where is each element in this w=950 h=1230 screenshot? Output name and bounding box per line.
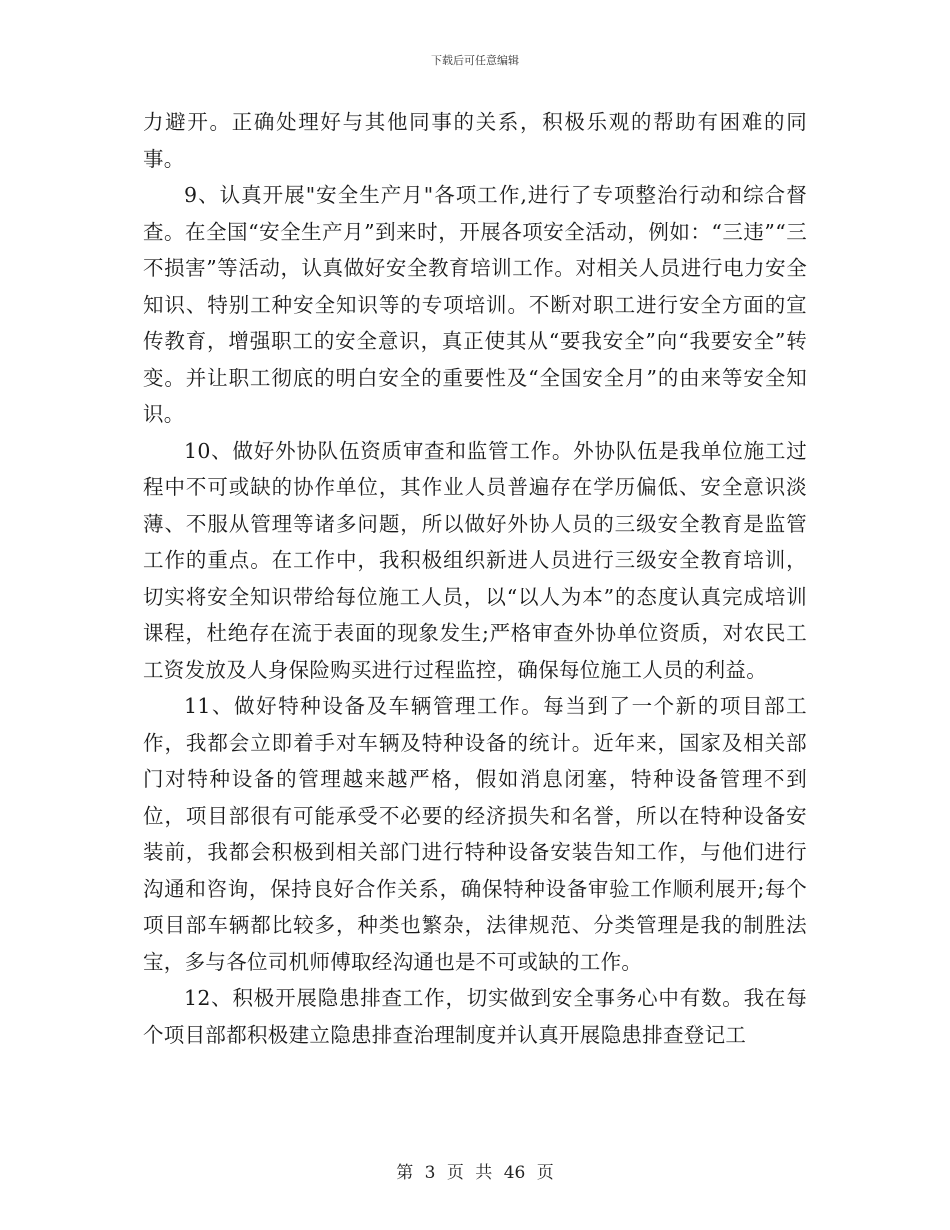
page-header: 下载后可任意编辑 (431, 54, 519, 67)
paragraph-item-11: 11、做好特种设备及车辆管理工作。每当到了一个新的项目部工作，我都会立即着手对车辆及特种设备的统计。近年来，国家及相关部门对特种设备的管理越来越严格，假如消息闭塞，特种设备管理不到位，项目部很有可能承受不必要的经济损失和名誉，所以在特种设备安装前，我都会积极到相关部门进行特种设备安装告知工作，与他们进行沟通和咨询，保持良好合作关系，确保特种设备审验工作顺利展开;每个项目部车辆都比较多，种类也繁杂，法律规范、分类管理是我的制胜法宝，多与各位司机师傅取经沟通也是不可或缺的工作。 (143, 694, 807, 974)
paragraph-item-9: 9、认真开展"安全生产月"各项工作,进行了专项整治行动和综合督查。在全国“安全生产月”到来时，开展各项安全活动，例如：“三违”“三不损害”等活动，认真做好安全教育培训工作。对相关人员进行电力安全知识、特别工种安全知识等的专项培训。不断对职工进行安全方面的宣传教育，增强职工的安全意识，真正使其从“要我安全”向“我要安全”转变。并让职工彻底的明白安全的重要性及“全国安全月”的由来等安全知识。 (143, 183, 807, 426)
document-body (143, 104, 807, 1053)
paragraph-item-10: 10、做好外协队伍资质审查和监管工作。外协队伍是我单位施工过程中不可或缺的协作单位，其作业人员普遍存在学历偏低、安全意识淡薄、不服从管理等诸多问题，所以做好外协人员的三级安全教育是监管工作的重点。在工作中，我积极组织新进人员进行三级安全教育培训，切实将安全知识带给每位施工人员，以“以人为本”的态度认真完成培训课程，杜绝存在流于表面的现象发生;严格审查外协单位资质，对农民工工资发放及人身保险购买进行过程监控，确保每位施工人员的利益。 (143, 438, 807, 682)
paragraph-item-12: 12、积极开展隐患排查工作，切实做到安全事务心中有数。我在每个项目部都积极建立隐患排查治理制度并认真开展隐患排查登记工 (143, 986, 807, 1047)
paragraph-continuation: 力避开。正确处理好与其他同事的关系，积极乐观的帮助有困难的同事。 (143, 110, 807, 171)
page-number-footer: 第 3 页 共 46 页 (396, 1163, 554, 1183)
